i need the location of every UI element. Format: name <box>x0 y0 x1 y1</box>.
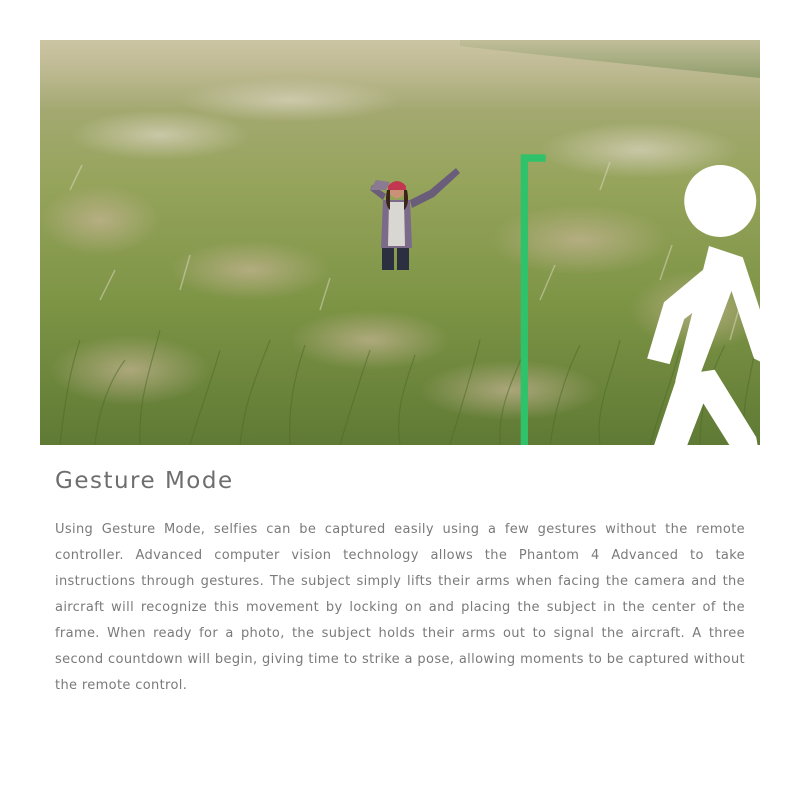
tracking-frame <box>344 152 760 445</box>
hero-photo <box>40 40 760 445</box>
section-title: Gesture Mode <box>55 468 234 494</box>
section-description: Using Gesture Mode, selfies can be captured easily using a few gestures without the remote controller. Advanced computer vision technology allows the Phantom 4 Advanced to take instructions through gestures. The subject simply lifts their arms when facing the camera and the aircraft will recognize this movement by locking on and placing the subject in the center of the frame. When ready for a photo, the subject holds their arms out to signal the aircraft. A three second countdown will begin, giving time to strike a pose, allowing moments to be captured without the remote control. <box>55 522 745 693</box>
